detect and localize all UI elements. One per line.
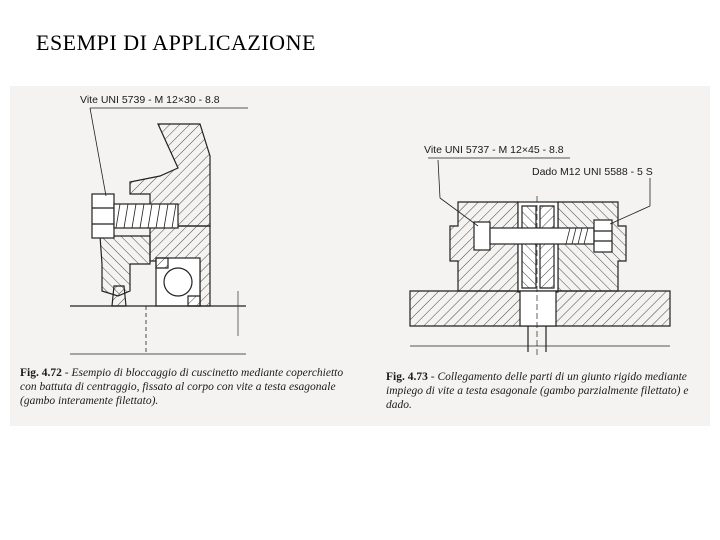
scanned-figure-panel bbox=[10, 86, 710, 426]
rigid-coupling-drawing bbox=[410, 158, 670, 356]
caption-fig-4-72 bbox=[20, 366, 360, 408]
screw-label-right: Vite UNI 5737 - M 12×45 - 8.8 bbox=[424, 144, 564, 156]
screw-label-left: Vite UNI 5739 - M 12×30 - 8.8 bbox=[80, 94, 220, 106]
fig-number-right: Fig. 4.73 bbox=[386, 371, 428, 383]
bearing-assembly-drawing bbox=[70, 108, 248, 354]
nut-label-right: Dado M12 UNI 5588 - 5 S bbox=[532, 166, 653, 178]
caption-text-left: - Esempio di bloccaggio di cuscinetto mediante coperchietto con battuta di centraggio, fissato al corpo con vite a testa esagonale (gambo interamente filettato). bbox=[20, 367, 344, 407]
fig-number-left: Fig. 4.72 bbox=[20, 367, 62, 379]
slide-title: ESEMPI DI APPLICAZIONE bbox=[36, 30, 316, 55]
caption-text-right: - Collegamento delle parti di un giunto rigido mediante impiego di vite a testa esagonale (gambo parzialmente filettato) e dado. bbox=[386, 371, 689, 411]
caption-fig-4-73 bbox=[386, 370, 706, 412]
